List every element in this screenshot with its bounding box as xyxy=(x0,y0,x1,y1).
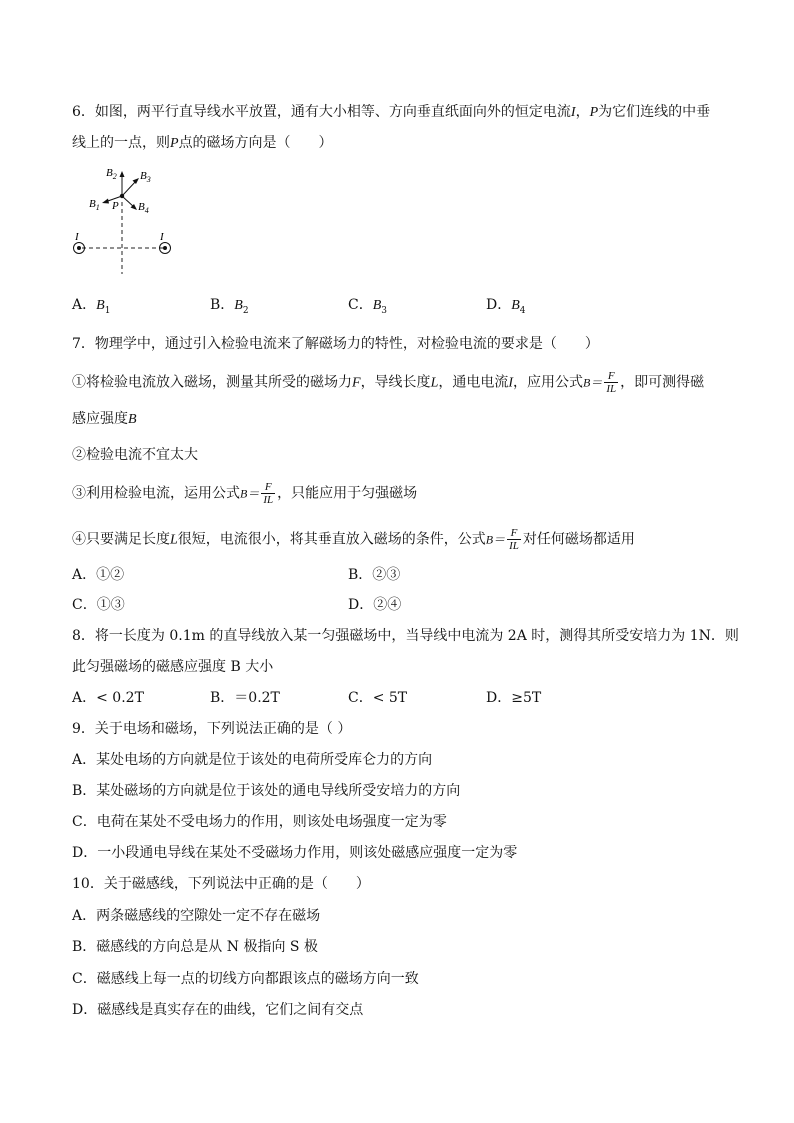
formula-fraction: $\frac{F}{IL}$ xyxy=(509,527,519,552)
svg-text:B2: $B_2$ xyxy=(106,167,117,181)
q8-stem-line1: 8．将一长度为 0.1m 的直导线放入某一匀强磁场中，当导线中电流为 2A 时，测得其所受安培力为 1N．则 xyxy=(72,628,739,644)
q10-stem: 10．关于磁感线，下列说法中正确的是（ ） xyxy=(72,876,370,892)
q9-option-d[interactable]: D．一小段通电导线在某处不受磁场力作用，则该处磁感应强度一定为零 xyxy=(72,845,518,861)
q7-statement-3: ③利用检验电流，运用公式B＝ $\frac{F}{IL}$ ，只能应用于匀强磁场 xyxy=(72,481,418,506)
q9-option-c[interactable]: C．电荷在某处不受电场力的作用，则该处电场强度一定为零 xyxy=(72,814,447,830)
svg-text:B1: $B_1$ xyxy=(89,198,100,212)
q10-option-b[interactable]: B．磁感线的方向总是从 N 极指向 S 极 xyxy=(72,939,318,955)
q8-option-b[interactable]: B．＝0.2T xyxy=(210,690,280,706)
q10-option-c[interactable]: C．磁感线上每一点的切线方向都跟该点的磁场方向一致 xyxy=(72,971,419,987)
q6-option-d[interactable]: D．$B_4$ xyxy=(486,297,526,316)
q6-option-b[interactable]: B．$B_2$ xyxy=(210,297,249,316)
q7-stem: 7．物理学中，通过引入检验电流来了解磁场力的特性，对检验电流的要求是（ ） xyxy=(72,336,599,352)
q9-stem: 9．关于电场和磁场，下列说法正确的是（ ） xyxy=(72,721,352,737)
q7-statement-2: ②检验电流不宜太大 xyxy=(72,447,198,463)
q8-option-d[interactable]: D．≥5T xyxy=(486,690,542,706)
formula-fraction: $\frac{F}{IL}$ xyxy=(263,481,274,506)
q9-option-b[interactable]: B．某处磁场的方向就是位于该处的通电导线所受安培力的方向 xyxy=(72,783,461,799)
q7-option-c[interactable]: C．①③ xyxy=(72,597,125,613)
q10-option-a[interactable]: A．两条磁感线的空隙处一定不存在磁场 xyxy=(72,908,321,924)
q7-option-d[interactable]: D．②④ xyxy=(348,597,402,613)
q10-option-d[interactable]: D．磁感线是真实存在的曲线，它们之间有交点 xyxy=(72,1002,364,1018)
svg-text:B4: $B_4$ xyxy=(138,201,149,215)
q7-option-a[interactable]: A．①② xyxy=(72,567,125,583)
svg-text:P: P xyxy=(112,200,119,212)
q7-statement-4: ④只要满足长度L很短，电流很小，将其垂直放入磁场的条件，公式B＝ $\frac{F}{IL}$ 对任何磁场都适用 xyxy=(72,527,635,552)
q6-stem-line1: 6．如图，两平行直导线水平放置，通有大小相等、方向垂直纸面向外的恒定电流I，P为它们连线的中垂 xyxy=(72,104,711,120)
q6-figure xyxy=(66,162,186,277)
formula-fraction: $\frac{F}{IL}$ xyxy=(606,370,617,395)
q6-stem-line2: 线上的一点，则P点的磁场方向是（ ） xyxy=(72,135,333,151)
q6-option-a[interactable]: A．$B_1$ xyxy=(72,297,111,316)
svg-text:B3: $B_3$ xyxy=(140,170,151,184)
svg-text:I: I xyxy=(75,231,79,243)
q7-option-b[interactable]: B．②③ xyxy=(348,567,401,583)
q8-option-c[interactable]: C．< 5T xyxy=(348,690,408,706)
q6-option-c[interactable]: C．$B_3$ xyxy=(348,297,388,316)
q9-option-a[interactable]: A．某处电场的方向就是位于该处的电荷所受库仑力的方向 xyxy=(72,752,433,768)
q7-statement-1: ①将检验电流放入磁场，测量其所受的磁场力F，导线长度L，通电电流I，应用公式B＝ $\frac{F}{IL}$ ，即可测得磁 xyxy=(72,370,705,395)
q8-option-a[interactable]: A．< 0.2T xyxy=(72,690,144,706)
svg-text:I: I xyxy=(160,231,164,243)
q8-stem-line2: 此匀强磁场的磁感应强度 B 大小 xyxy=(72,659,274,675)
q7-statement-1-line2: 感应强度B xyxy=(72,411,137,427)
